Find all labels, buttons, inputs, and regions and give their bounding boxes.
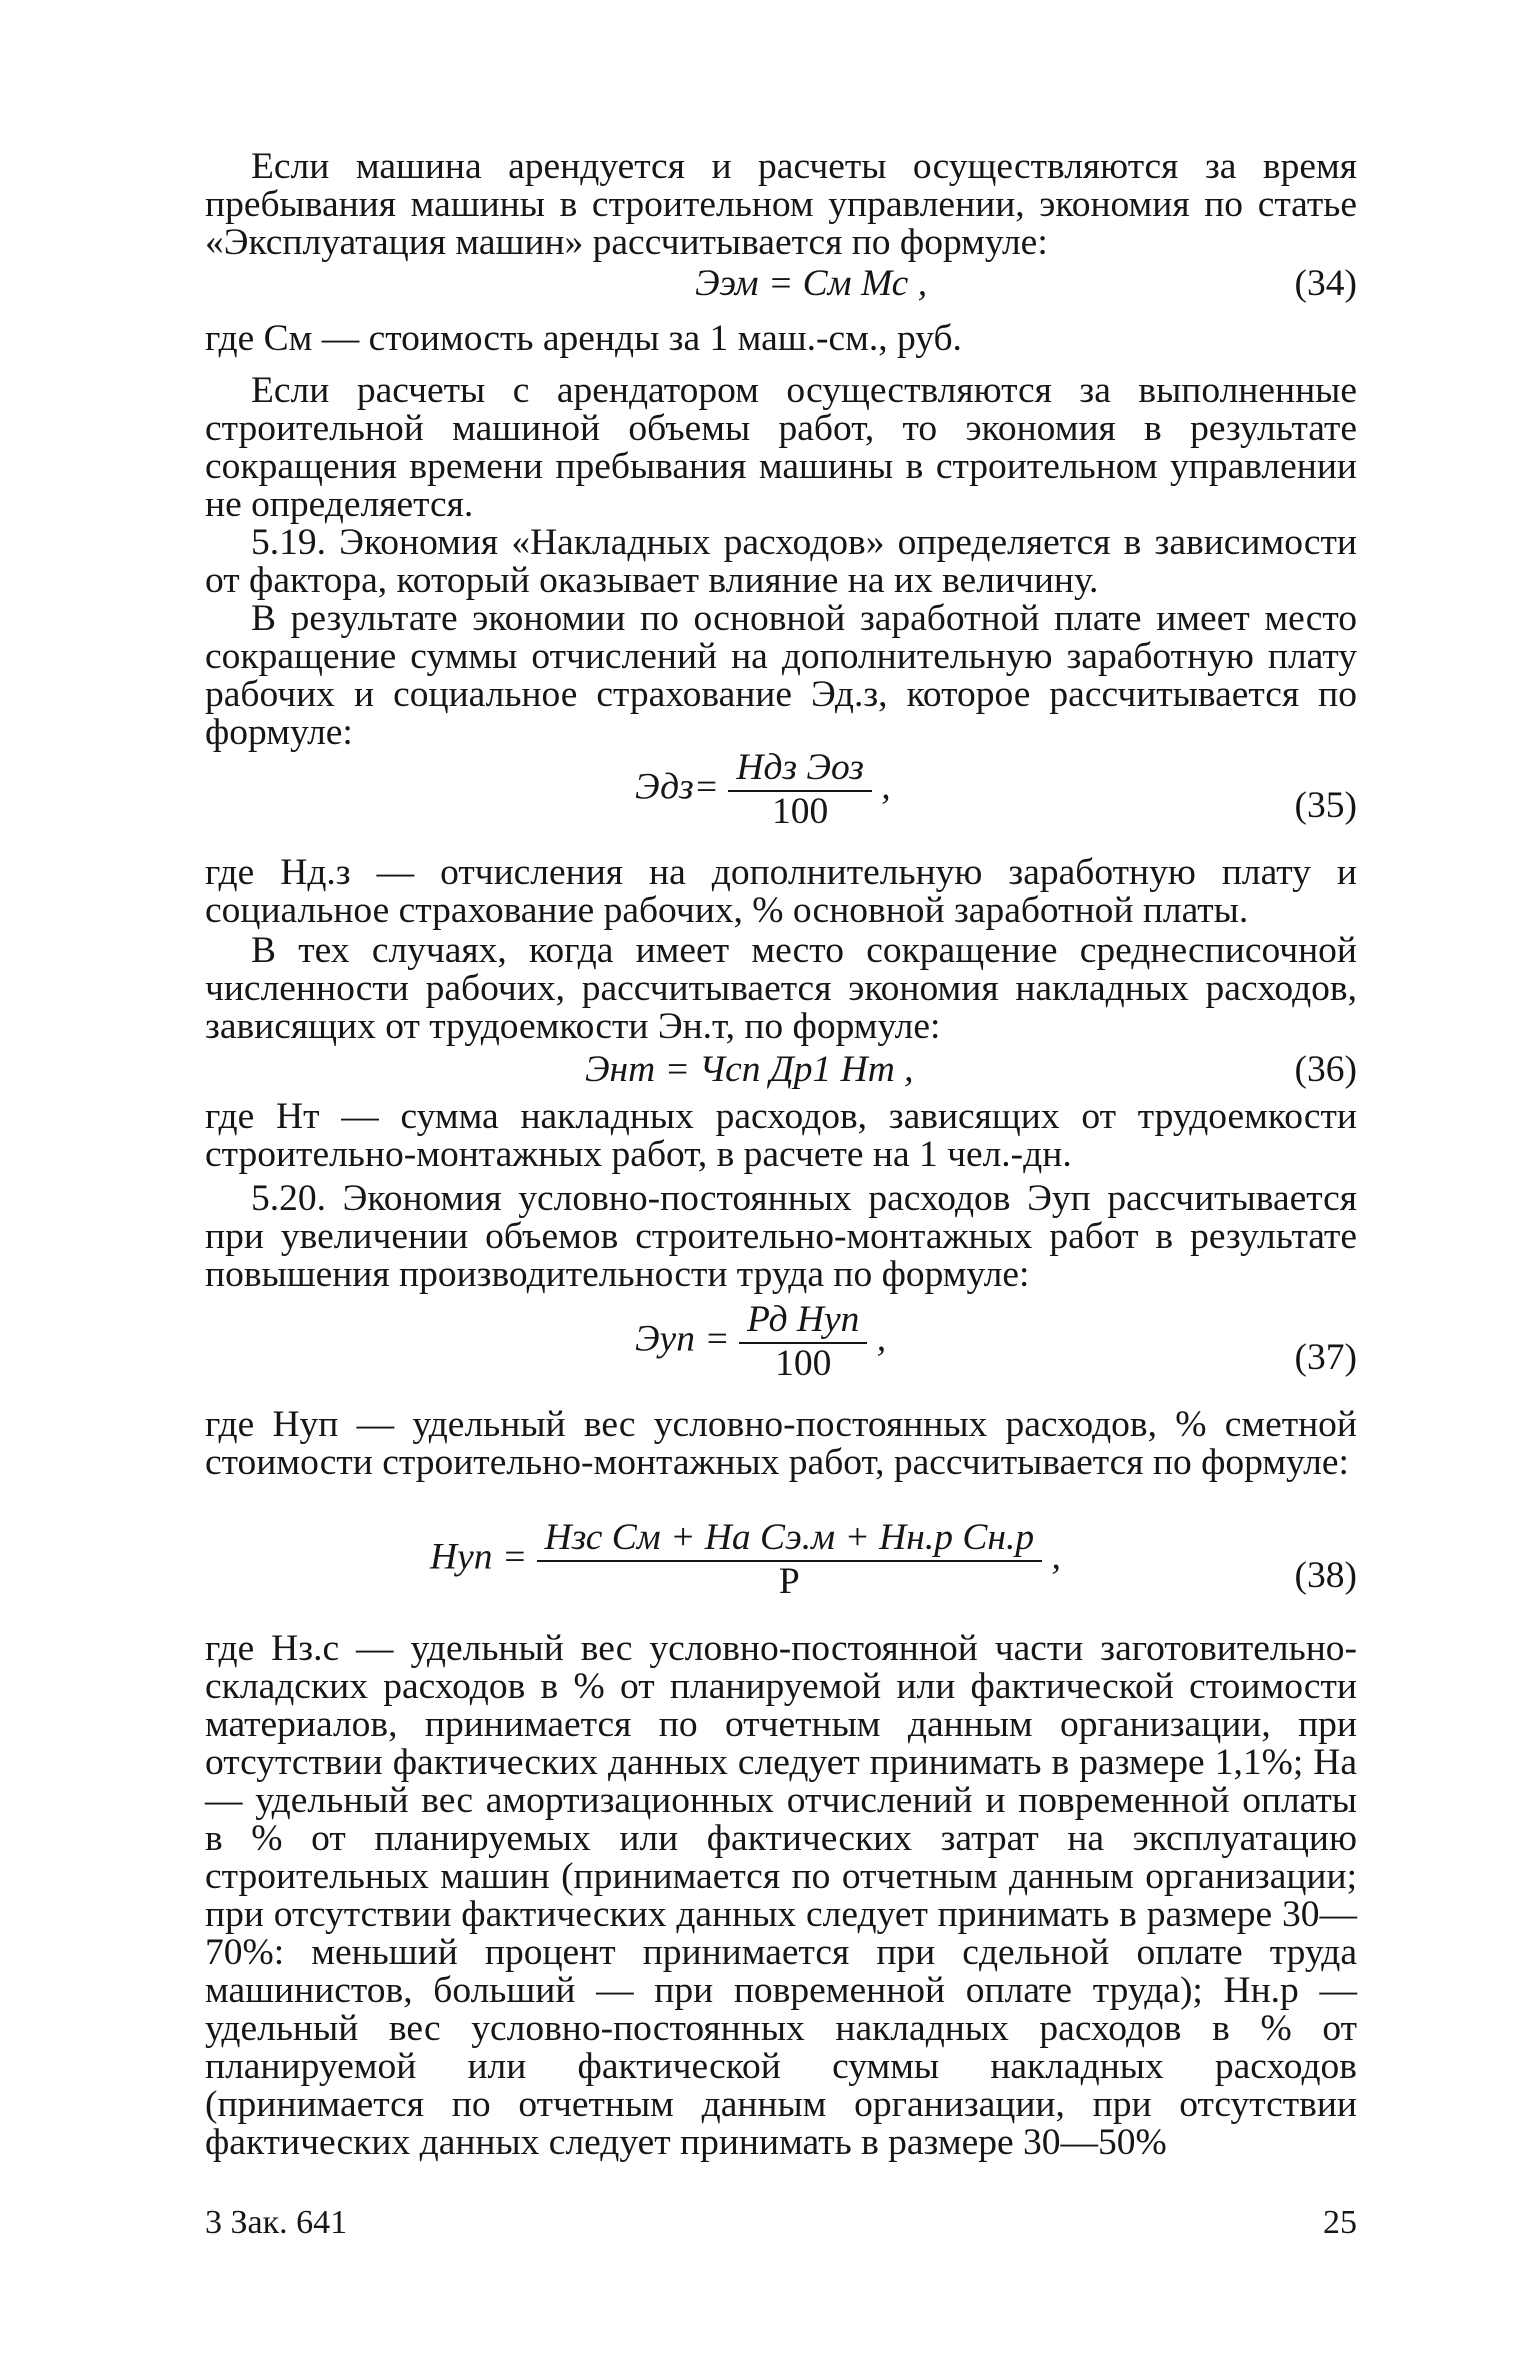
paragraph-headcount: В тех случаях, когда имеет место сокращение среднесписочной численности рабочих, рассчитывается экономия накладных расходов, зависящих от трудоемкости Эн.т, по формуле: bbox=[205, 930, 1357, 1047]
formula-35-lhs: Эдз= bbox=[635, 766, 719, 808]
definition-38: где Нз.с — удельный вес условно-постоянной части заготовительно-складских расходов в % от планируемой или фактической стоимости материалов, принимается по отчетным данным организации, при отсутствии фактических данных следует принимать в размере 1,1%; На — удельный вес амортизационных отчислений и повременной оплаты в % от планируемых или фактических затрат на эксплуатацию строительных машин (принимается по отчетным данным организации; при отсутствии фактических данных следует принимать в размере 30—70%: меньший процент принимается при сдельной оплате труда машинистов, больший — при повременной оплате труда); Нн.р — удельный вес условно-постоянных накладных расходов в % от планируемой или фактической суммы накладных расходов (принимается по отчетным данным организации, при отсутствии фактических данных следует принимать в размере 30—50% bbox=[205, 1628, 1357, 2163]
page-number: 25 bbox=[1323, 2204, 1357, 2241]
definition-36: где Нт — сумма накладных расходов, зависящих от трудоемкости строительно-монтажных работ, в расчете на 1 чел.-дн. bbox=[205, 1096, 1357, 1175]
paragraph-wages: В результате экономии по основной заработной плате имеет место сокращение суммы отчислений на дополнительную заработную плату рабочих и социальное страхование Эд.з, которое рассчитывается по формуле: bbox=[205, 598, 1357, 753]
paragraph-lease: Если машина арендуется и расчеты осуществляются за время пребывания машины в строительном управлении, экономия по статье «Эксплуатация машин» рассчитывается по формуле: bbox=[205, 146, 1357, 263]
page-footer bbox=[205, 2204, 1357, 2244]
formula-38-number: (38) bbox=[1294, 1555, 1357, 1596]
formula-34-expr: Ээм = См Мс , bbox=[695, 263, 928, 304]
paragraph-5-20: 5.20. Экономия условно-постоянных расходов Эуп рассчитывается при увеличении объемов строительно-монтажных работ в результате повышения производительности труда по формуле: bbox=[205, 1178, 1357, 1295]
formula-37-denominator: 100 bbox=[775, 1343, 832, 1384]
paragraph-contractor: Если расчеты с арендатором осуществляются за выполненные строительной машиной объемы работ, то экономия в результате сокращения времени пребывания машины в строительном управлении не определяется. bbox=[205, 370, 1357, 525]
formula-37-lhs: Эуп = bbox=[635, 1318, 730, 1360]
formula-34-number: (34) bbox=[1294, 263, 1357, 304]
formula-37 bbox=[205, 1300, 1357, 1390]
formula-38-denominator: Р bbox=[778, 1561, 800, 1602]
definition-35: где Нд.з — отчисления на дополнительную заработную плату и социальное страхование рабочих, % основной заработной платы. bbox=[205, 852, 1357, 931]
formula-38-tail: , bbox=[1051, 1536, 1061, 1578]
formula-35-tail: , bbox=[881, 766, 891, 808]
footer-order-number: 3 Зак. 641 bbox=[205, 2204, 348, 2241]
formula-38 bbox=[205, 1518, 1357, 1608]
formula-37-number: (37) bbox=[1294, 1337, 1357, 1378]
formula-38-lhs: Нуп = bbox=[430, 1536, 528, 1578]
formula-36-expr: Энт = Чсп Др1 Нт , bbox=[585, 1049, 914, 1090]
paragraph-5-19: 5.19. Экономия «Накладных расходов» определяется в зависимости от фактора, который оказывает влияние на их величину. bbox=[205, 522, 1357, 601]
definition-37: где Нуп — удельный вес условно-постоянных расходов, % сметной стоимости строительно-монтажных работ, рассчитывается по формуле: bbox=[205, 1404, 1357, 1483]
formula-37-tail: , bbox=[876, 1318, 887, 1360]
formula-37-fraction bbox=[739, 1300, 867, 1384]
formula-35-numerator: Ндз Эоз bbox=[728, 748, 872, 792]
formula-38-fraction bbox=[537, 1518, 1043, 1602]
formula-35-fraction bbox=[728, 748, 872, 832]
formula-35 bbox=[205, 748, 1357, 838]
formula-34 bbox=[205, 262, 1357, 322]
formula-37-numerator: Рд Нуп bbox=[739, 1300, 867, 1344]
formula-36-number: (36) bbox=[1294, 1049, 1357, 1090]
definition-34: где См — стоимость аренды за 1 маш.-см., руб. bbox=[205, 318, 962, 359]
formula-35-denominator: 100 bbox=[772, 791, 829, 832]
formula-35-number: (35) bbox=[1294, 785, 1357, 826]
formula-38-numerator: Нзс См + На Сэ.м + Нн.р Сн.р bbox=[537, 1518, 1043, 1562]
